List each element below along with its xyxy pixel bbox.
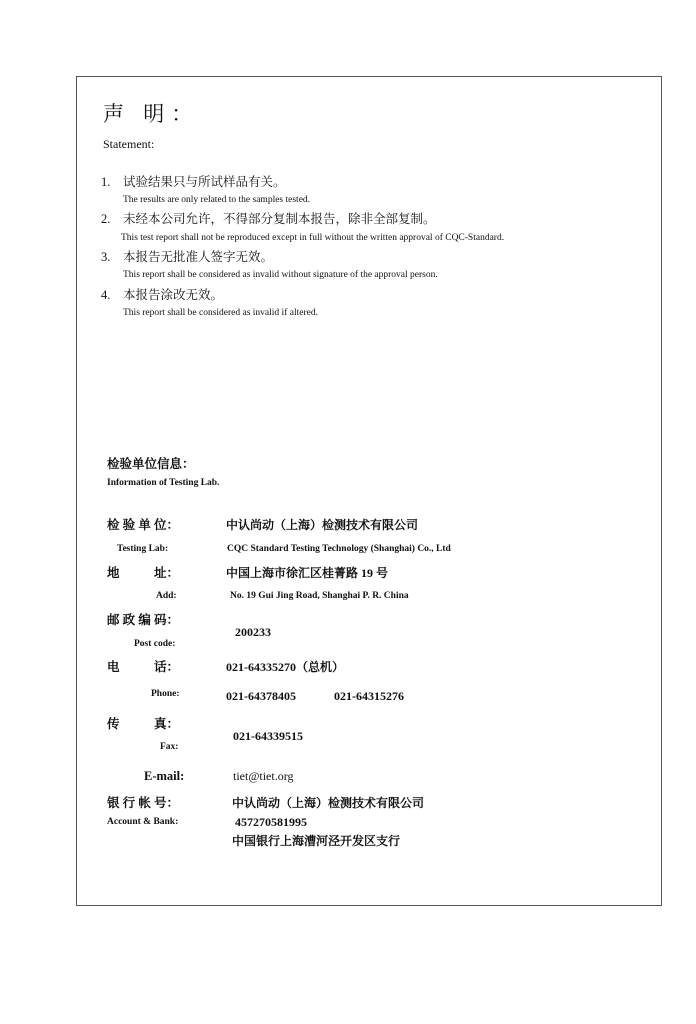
testing-lab-label-cn: 检 验 单 位：	[107, 518, 179, 532]
testing-lab-value-cn: 中认尚动（上海）检测技术有限公司	[226, 518, 419, 532]
postcode-label-en: Post code:	[134, 639, 176, 649]
address-label-cn: 地 址：	[107, 566, 179, 580]
statement-item-en: The results are only related to the samples tested.	[123, 195, 311, 205]
statement-item-cn: 试验结果只与所试样品有关。	[123, 175, 286, 189]
bank-label-en: Account & Bank:	[107, 817, 179, 827]
address-value-cn: 中国上海市徐汇区桂菁路 19 号	[226, 566, 389, 580]
statement-item-cn: 本报告无批准人签字无效。	[123, 250, 274, 264]
item-number: 4.	[101, 288, 111, 302]
statement-item-cn: 本报告涂改无效。	[123, 288, 224, 302]
email-link[interactable]: tiet@tiet.org	[233, 769, 294, 783]
phone-value-1: 021-64378405	[226, 689, 296, 703]
bank-account-value: 457270581995	[235, 815, 307, 829]
item-number: 3.	[101, 250, 111, 264]
statement-title-cn: 声 明：	[103, 102, 200, 126]
fax-value: 021-64339515	[233, 729, 303, 743]
address-label-en: Add:	[156, 591, 177, 601]
bank-label-cn: 银 行 帐 号：	[107, 796, 179, 810]
fax-label-en: Fax:	[160, 742, 179, 752]
item-number: 2.	[101, 212, 111, 226]
email-label: E-mail:	[144, 769, 185, 783]
phone-label-cn: 电 话：	[107, 660, 179, 674]
lab-heading-cn: 检验单位信息：	[107, 457, 195, 471]
statement-item-en: This test report shall not be reproduced except in full without the written approval of CQC-Standard.	[121, 233, 505, 243]
statement-item-en: This report shall be considered as invalid if altered.	[123, 308, 318, 318]
bank-name-value: 中认尚动（上海）检测技术有限公司	[232, 796, 425, 810]
bank-branch-value: 中国银行上海漕河泾开发区支行	[232, 834, 401, 848]
statement-title-en: Statement:	[103, 137, 155, 151]
postcode-label-cn: 邮 政 编 码：	[107, 613, 179, 627]
address-value-en: No. 19 Gui Jing Road, Shanghai P. R. China	[230, 591, 409, 601]
item-number: 1.	[101, 175, 111, 189]
lab-heading-en: Information of Testing Lab.	[107, 478, 220, 488]
statement-item-cn: 未经本公司允许，不得部分复制本报告，除非全部复制。	[123, 212, 436, 226]
phone-label-en: Phone:	[151, 689, 180, 699]
testing-lab-value-en: CQC Standard Testing Technology (Shanghai) Co., Ltd	[227, 544, 451, 554]
testing-lab-label-en: Testing Lab:	[117, 544, 169, 554]
postcode-value: 200233	[235, 625, 271, 639]
phone-main-value: 021-64335270（总机）	[226, 660, 344, 674]
phone-value-2: 021-64315276	[334, 689, 404, 703]
statement-item-en: This report shall be considered as invalid without signature of the approval person.	[123, 270, 438, 280]
fax-label-cn: 传 真：	[107, 717, 179, 731]
